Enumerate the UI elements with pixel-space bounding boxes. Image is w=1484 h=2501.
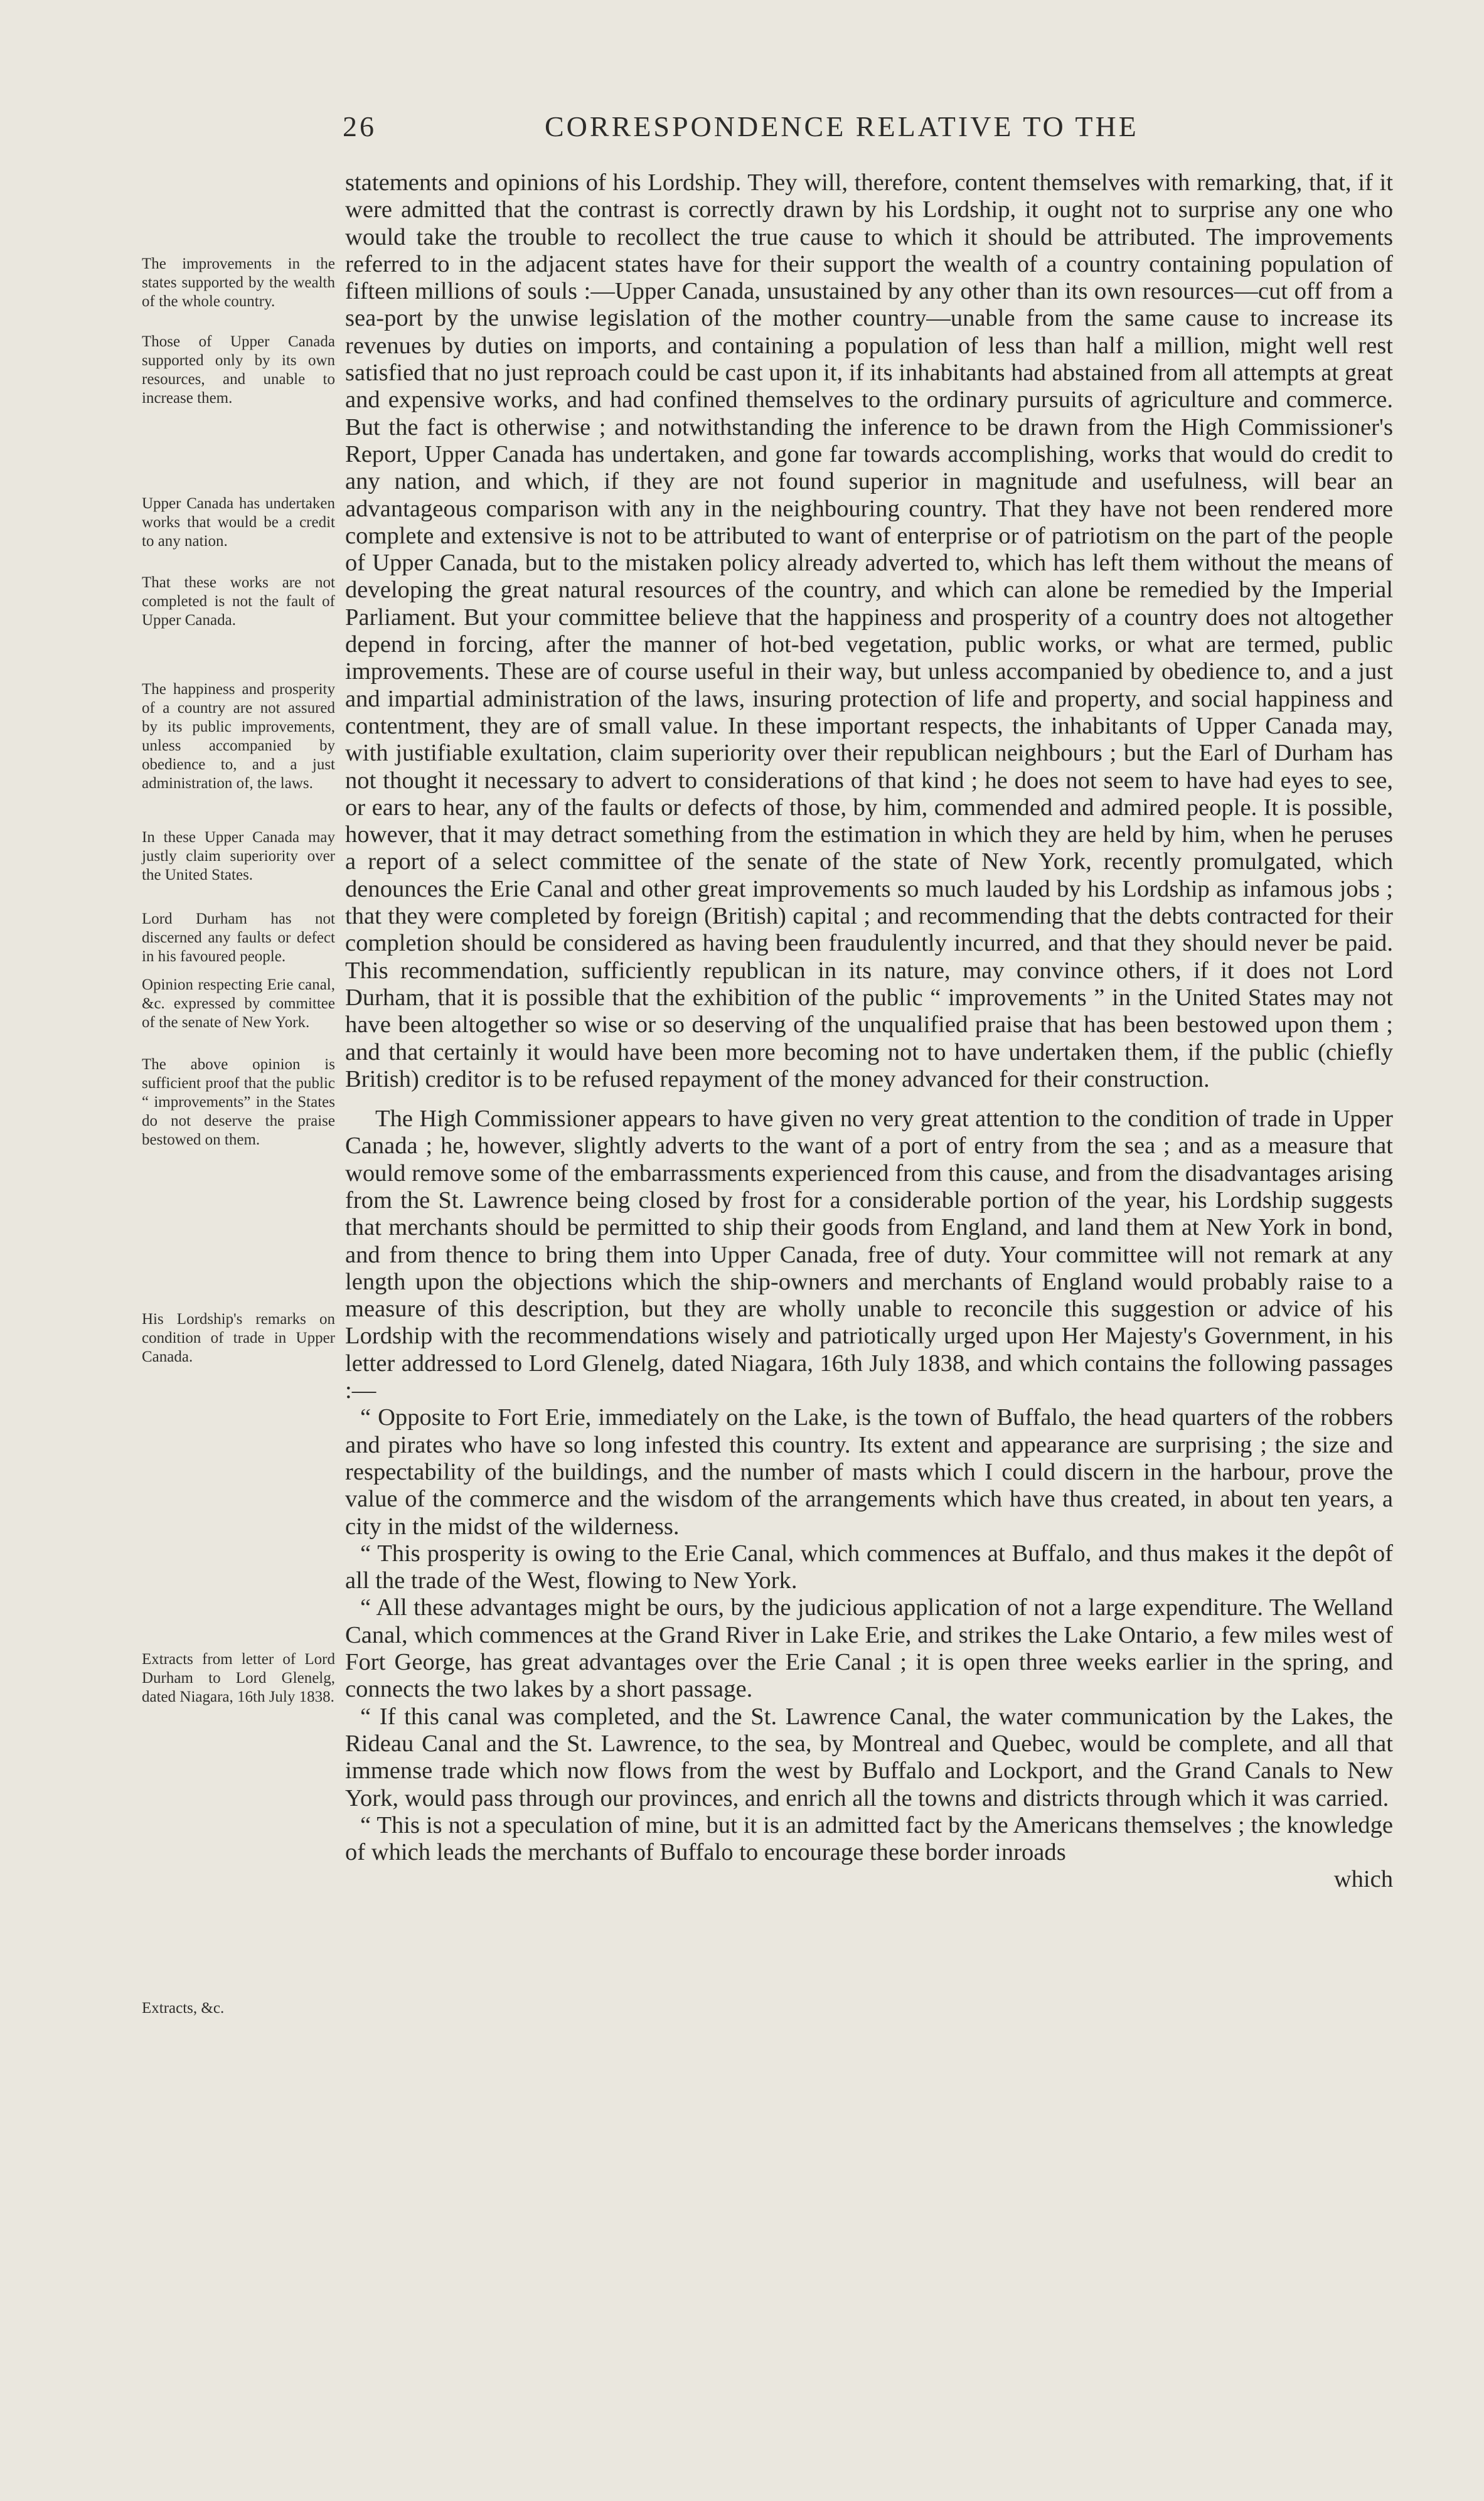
quoted-paragraph: “ All these advantages might be ours, by the judicious application of not a large expenditure. The Welland Canal, which commences at the Grand River in Lake Erie, and strikes the Lake Ontario, a few miles west of Fort George, has great advantages over the Erie Canal ; it is open three weeks earlier in the spring, and connects the two lakes by a short passage. bbox=[345, 1594, 1393, 1703]
quoted-paragraph: “ If this canal was completed, and the St. Lawrence Canal, the water communication by the Lakes, the Rideau Canal and the St. Lawrence, to the sea, by Montreal and Quebec, would be complete, and all that immense trade which now flows from the west by Buffalo and Lockport, and the Grand Canals to New York, would pass through our provinces, and enrich all the towns and districts through which it was carried. bbox=[345, 1703, 1393, 1811]
margin-note: Those of Upper Canada supported only by its own resources, and unable to increase them. bbox=[142, 333, 335, 407]
margin-note: In these Upper Canada may justly claim superiority over the United States. bbox=[142, 829, 335, 883]
paragraph: statements and opinions of his Lordship. They will, therefore, content themselves with remarking, that, if it were admitted that the contrast is correctly drawn by his Lordship, it ought not to surprise any one who would take the trouble to recollect the true cause to which it should be attributed. The improvements referred to in the adjacent states have for their support the wealth of a country containing population of fifteen millions of souls :—Upper Canada, unsustained by any other than its own resources—cut off from a sea-port by the unwise legislation of the mother country—unable from the same cause to increase its revenues by duties on imports, and containing a population of less than half a million, might well rest satisfied that no just reproach could be cast upon it, if its inhabitants had abstained from all attempts at great and expensive works, and had confined themselves to the ordinary pursuits of agriculture and commerce. But the fact is otherwise ; and notwithstanding the inference to be drawn from the High Commissioner's Report, Upper Canada has undertaken, and gone far towards accomplishing, works that would do credit to any nation, and which, if they are not found superior in magnitude and usefulness, will bear an advantageous comparison with any in the neighbouring country. That they have not been rendered more complete and extensive is not to be attributed to want of enterprise or of patriotism on the part of the people of Upper Canada, but to the mistaken policy already adverted to, which has left them without the means of developing the great natural resources of the country, and which can alone be remedied by the Imperial Parliament. But your committee believe that the happiness and prosperity of a country does not altogether depend in forcing, after the manner of hot-bed vegetation, public works, or what are termed, public improvements. These are of course useful in their way, but unless accompanied by obedience to, and a just and impartial administration of the laws, insuring protection of life and property, and social happiness and contentment, they are of small value. In these important respects, the inhabitants of Upper Canada may, with justifiable exultation, claim superiority over their republican neighbours ; but the Earl of Durham has not thought it necessary to advert to considerations of that kind ; he does not seem to have had eyes to see, or ears to hear, any of the faults or defects of those, by him, commended and admired people. It is possible, however, that it may detract something from the estimation in which they are held by him, when he peruses a report of a select committee of the senate of the state of New York, recently promulgated, which denounces the Erie Canal and other great improvements so much lauded by his Lordship as infamous jobs ; that they were completed by foreign (British) capital ; and recommending that the debts contracted for their completion should be considered as having been fraudulently incurred, and that they should never be paid. This recommendation, sufficiently republican in its nature, may convince others, if it does not Lord Durham, that it is possible that the exhibition of the public “ improvements ” in the United States may not have been altogether so wise or so deserving of the unqualified praise that has been bestowed upon them ; and that certainly it would have been more becoming not to have undertaken them, if the public (chiefly British) creditor is to be refused repayment of the money advanced for their construction. bbox=[345, 169, 1393, 1092]
running-title: CORRESPONDENCE RELATIVE TO THE bbox=[545, 110, 1139, 142]
margin-note: Upper Canada has undertaken works that would be a credit to any nation. bbox=[142, 495, 335, 550]
margin-note: His Lordship's remarks on condition of trade in Upper Canada. bbox=[142, 1311, 335, 1365]
margin-note: The above opinion is sufficient proof that the public “ improvements” in the States do not deserve the praise bestowed on them. bbox=[142, 1056, 335, 1148]
margin-note: Extracts from letter of Lord Durham to Lord Glenelg, dated Niagara, 16th July 1838. bbox=[142, 1651, 335, 1705]
margin-note: The improvements in the states supported by the wealth of the whole country. bbox=[142, 255, 335, 310]
quoted-paragraph: “ This prosperity is owing to the Erie Canal, which commences at Buffalo, and thus makes it the depôt of all the trade of the West, flowing to New York. bbox=[345, 1540, 1393, 1594]
catchword: which bbox=[1333, 1866, 1393, 1893]
page-header bbox=[343, 108, 1397, 146]
margin-note: Lord Durham has not discerned any faults or defect in his favoured people. bbox=[142, 910, 335, 965]
paragraph: The High Commissioner appears to have given no very great attention to the condition of trade in Upper Canada ; he, however, slightly adverts to the want of a port of entry from the sea ; and as a measure that would remove some of the embarrassments experienced from this cause, and from the disadvantages arising from the St. Lawrence being closed by frost for a considerable portion of the year, his Lordship suggests that merchants should be permitted to ship their goods from England, and land them at New York in bond, and from thence to bring them into Upper Canada, free of duty. Your committee will not remark at any length upon the objections which the ship-owners and merchants of England would probably raise to a measure of this description, but they are wholly unable to reconcile this suggestion or advice of his Lordship with the recommendations wisely and patriotically urged upon Her Majesty's Government, in his letter addressed to Lord Glenelg, dated Niagara, 16th July 1838, and which contains the following passages :— bbox=[345, 1106, 1393, 1404]
quoted-paragraph: “ Opposite to Fort Erie, immediately on the Lake, is the town of Buffalo, the head quarters of the robbers and pirates who have so long infested this country. Its extent and appearance are surprising ; the size and respectability of the buildings, and the number of masts which I could discern in the harbour, prove the value of the commerce and the wisdom of the arrangements which have thus created, in about ten years, a city in the midst of the wilderness. bbox=[345, 1404, 1393, 1540]
margin-note: Extracts, &c. bbox=[142, 2000, 225, 2017]
margin-note: Opinion respecting Erie canal, &c. expressed by committee of the senate of New York. bbox=[142, 976, 335, 1031]
page-number: 26 bbox=[343, 110, 376, 142]
body-text bbox=[345, 169, 1393, 1894]
margin-note: The happiness and prosperity of a country are not assured by its public improvements, unless accompanied by obedience to, and a just administration of, the laws. bbox=[142, 681, 335, 792]
margin-note: That these works are not completed is not the fault of Upper Canada. bbox=[142, 574, 335, 629]
quoted-paragraph: “ This is not a speculation of mine, but it is an admitted fact by the Americans themselves ; the knowledge of which leads the merchants of Buffalo to encourage these border inroads bbox=[345, 1811, 1393, 1866]
